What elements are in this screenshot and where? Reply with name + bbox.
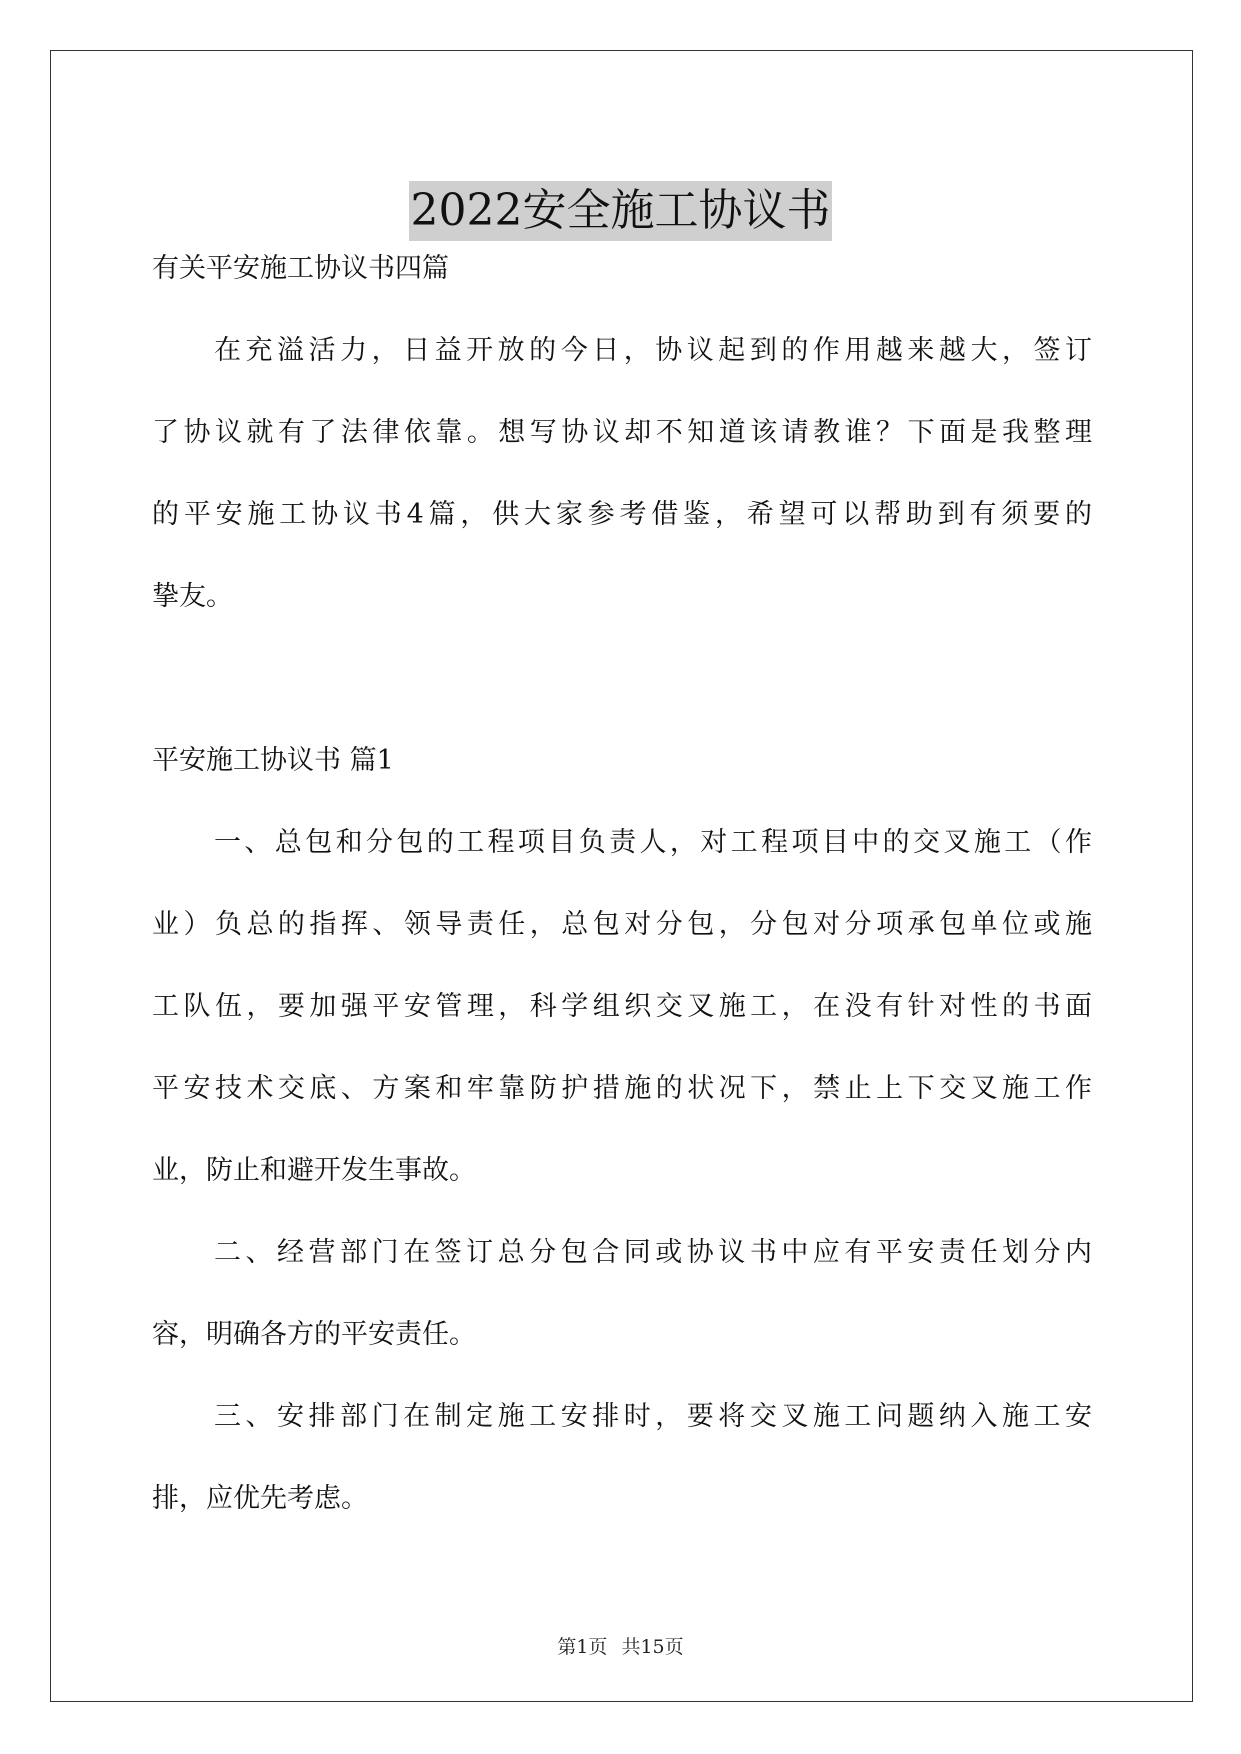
document-body [152,228,1092,1540]
document-title: 2022安全施工协议书 [409,181,833,241]
paragraph-line: 排，应优先考虑。 [152,1483,368,1514]
page-footer [0,1632,1241,1659]
paragraph-line: 业）负总的指挥、领导责任，总包对分包，分包对分项承包单位或施 [152,909,1092,940]
paragraph-line: 工队伍，要加强平安管理，科学组织交叉施工，在没有针对性的书面 [152,991,1092,1022]
intro-line: 挚友。 [152,581,233,612]
paragraph-line: 一、总包和分包的工程项目负责人，对工程项目中的交叉施工（作 [214,827,1092,858]
page-total: 共15页 [621,1636,684,1658]
document-subtitle: 有关平安施工协议书四篇 [152,253,449,284]
section-heading: 平安施工协议书 篇1 [152,745,394,776]
intro-line: 的平安施工协议书4篇，供大家参考借鉴，希望可以帮助到有须要的 [152,499,1092,530]
paragraph-line: 二、经营部门在签订总分包合同或协议书中应有平安责任划分内 [214,1237,1092,1268]
paragraph-line: 三、安排部门在制定施工安排时，要将交叉施工问题纳入施工安 [214,1401,1092,1432]
paragraph-line: 平安技术交底、方案和牢靠防护措施的状况下，禁止上下交叉施工作 [152,1073,1092,1104]
intro-line: 在充溢活力，日益开放的今日，协议起到的作用越来越大，签订 [214,335,1092,366]
paragraph-line: 业，防止和避开发生事故。 [152,1155,476,1186]
paragraph-line: 容，明确各方的平安责任。 [152,1319,476,1350]
intro-line: 了协议就有了法律依靠。想写协议却不知道该请教谁？下面是我整理 [152,417,1092,448]
paragraph-gap [152,638,1092,720]
page-number: 第1页 [557,1636,608,1658]
